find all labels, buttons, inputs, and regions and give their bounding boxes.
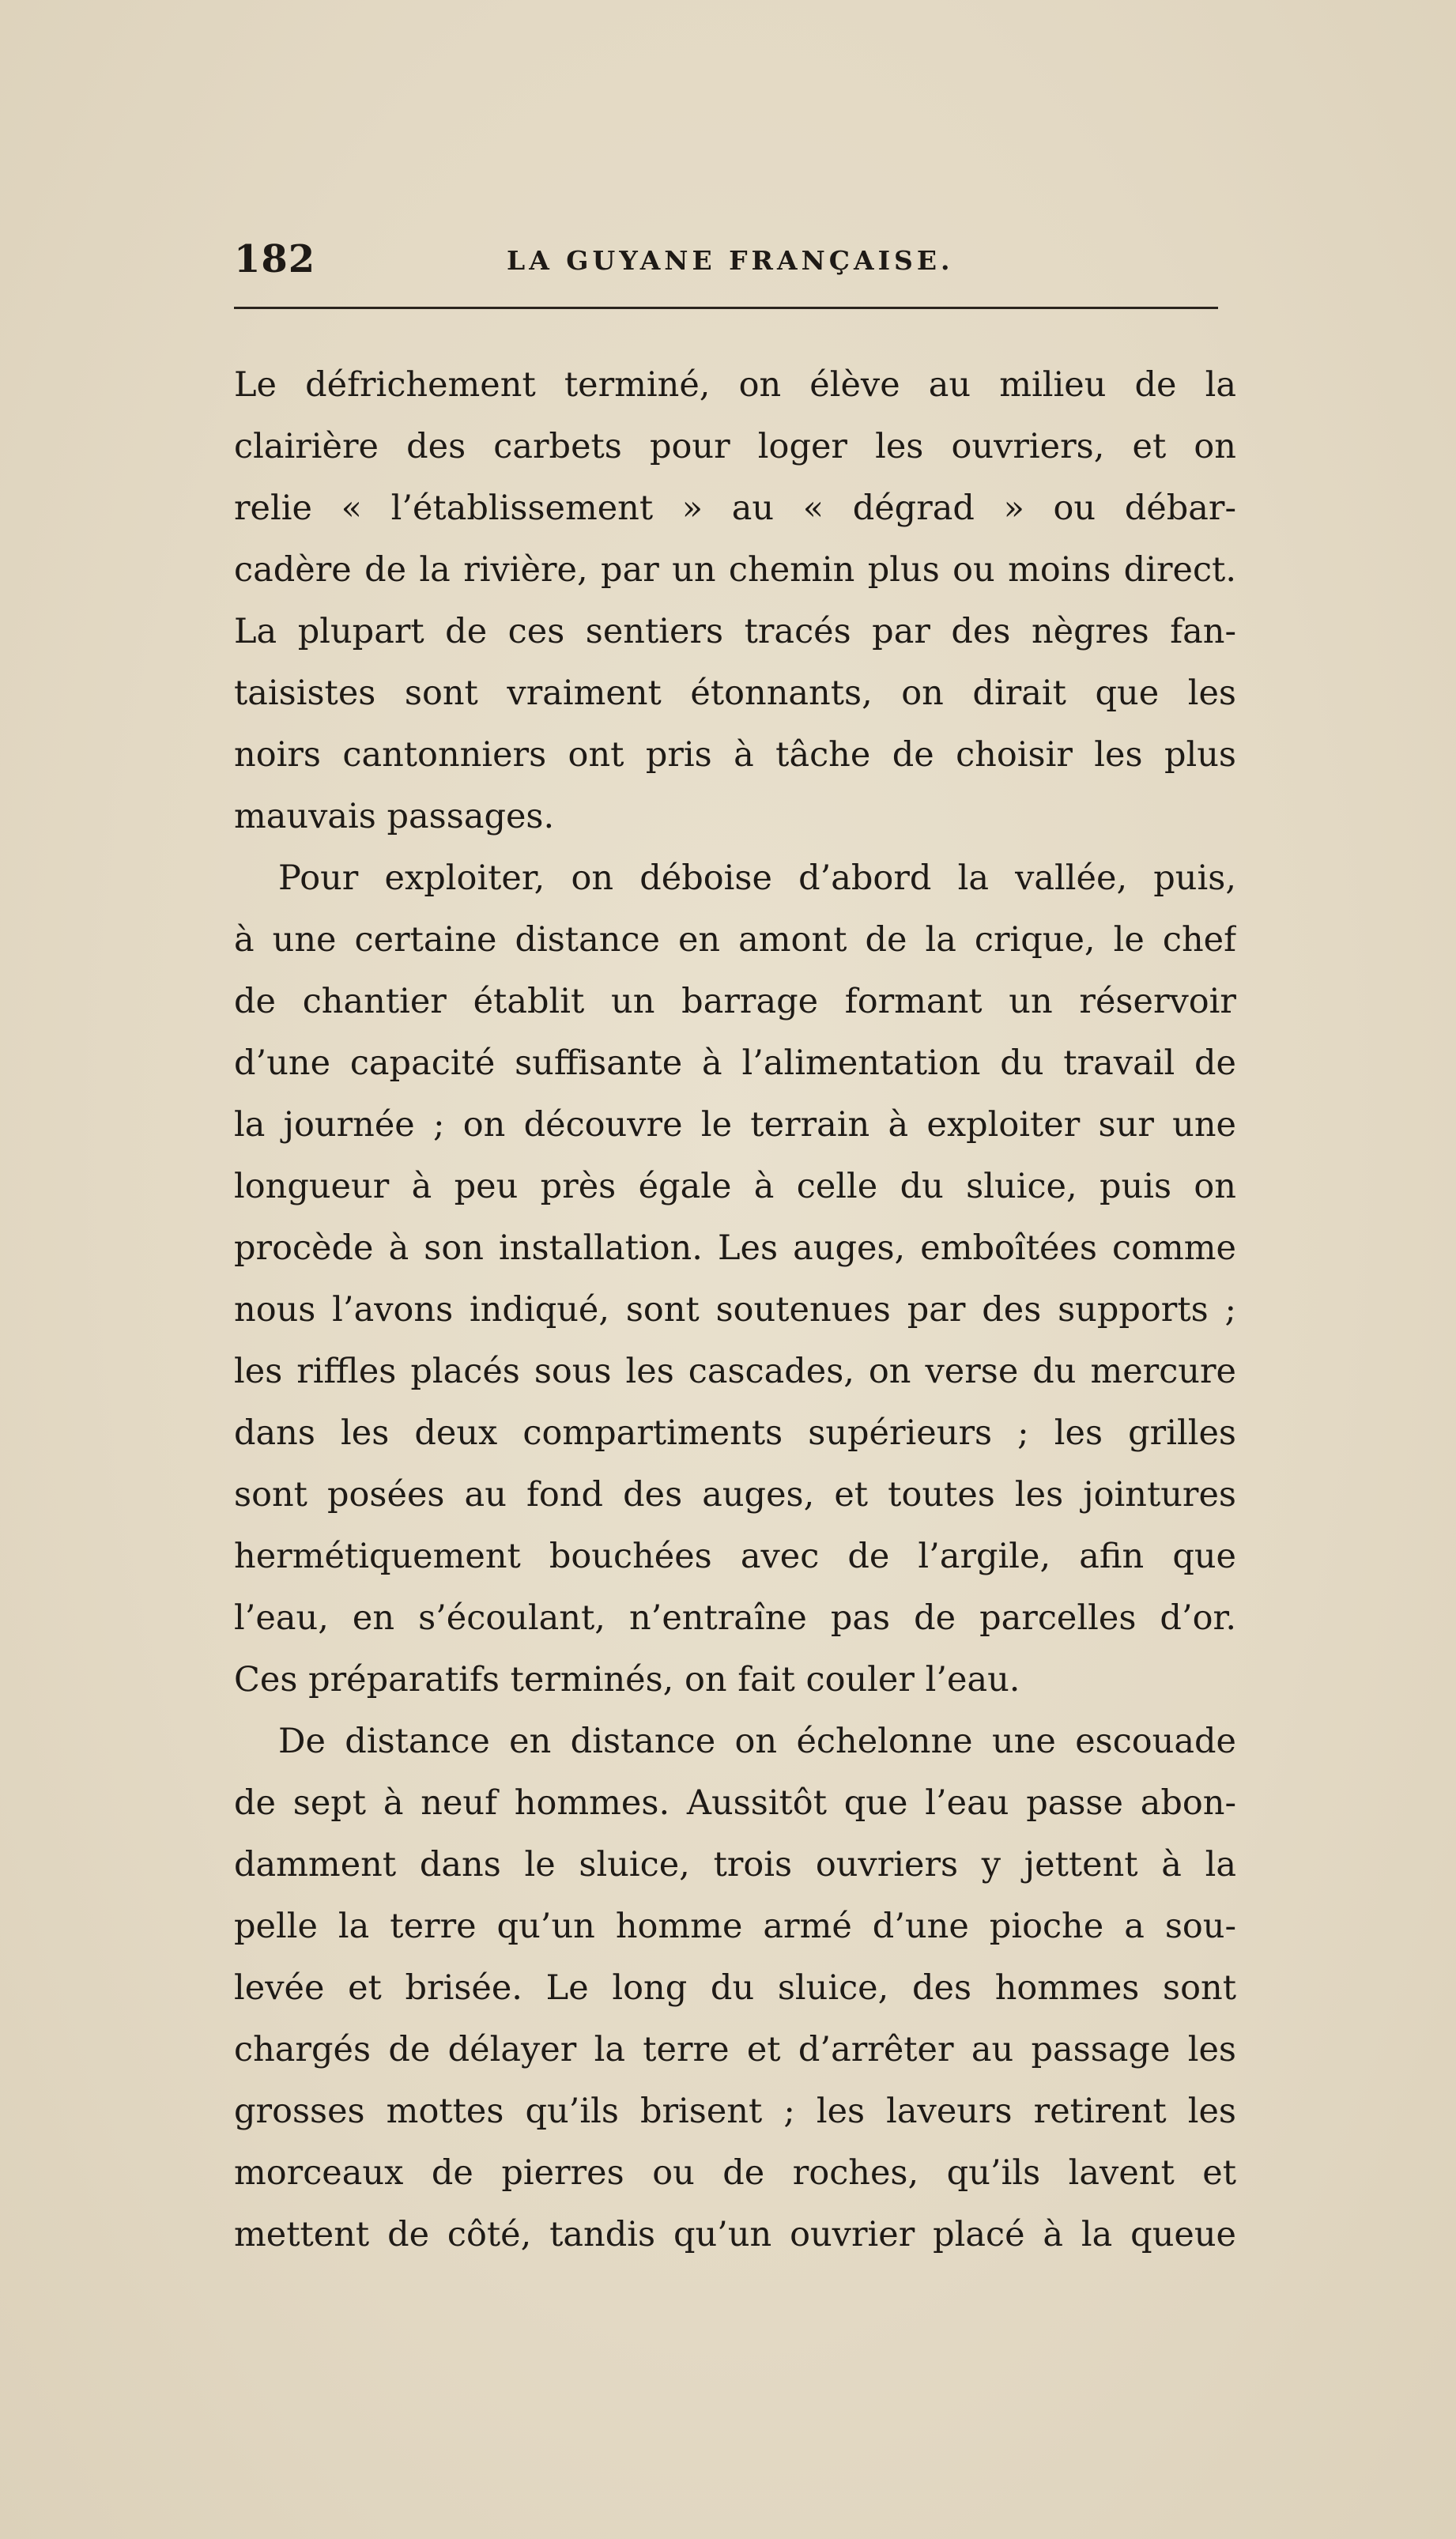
text-line: sont posées au fond des auges, et toutes les jointures: [234, 1475, 1236, 1515]
text-line: nous l’avons indiqué, sont soutenues par des supports ;: [234, 1290, 1236, 1330]
text-line: relie « l’établissement » au « dégrad » ou débar-: [234, 489, 1236, 528]
text-line: l’eau, en s’écoulant, n’entraîne pas de parcelles d’or.: [234, 1598, 1236, 1638]
text-line: Ces préparatifs terminés, on fait couler l’eau.: [234, 1660, 1020, 1700]
body-text: [234, 354, 1236, 2265]
text-line: clairière des carbets pour loger les ouvriers, et on: [234, 427, 1236, 466]
page-number: 182: [234, 237, 316, 281]
text-line: pelle la terre qu’un homme armé d’une pioche a sou-: [234, 1907, 1236, 1946]
text-line: longueur à peu près égale à celle du sluice, puis on: [234, 1167, 1236, 1206]
text-line: à une certaine distance en amont de la crique, le chef: [234, 920, 1236, 960]
text-line: procède à son installation. Les auges, emboîtées comme: [234, 1228, 1236, 1268]
running-title: LA GUYANE FRANÇAISE.: [507, 245, 954, 276]
header-rule: [234, 307, 1218, 309]
text-line: chargés de délayer la terre et d’arrêter au passage les: [234, 2030, 1236, 2069]
text-line: de chantier établit un barrage formant un réservoir: [234, 982, 1236, 1021]
text-line: grosses mottes qu’ils brisent ; les laveurs retirent les: [234, 2092, 1236, 2131]
text-line: noirs cantonniers ont pris à tâche de choisir les plus: [234, 735, 1236, 775]
text-line: damment dans le sluice, trois ouvriers y jettent à la: [234, 1845, 1236, 1884]
text-line: morceaux de pierres ou de roches, qu’ils lavent et: [234, 2153, 1236, 2193]
text-line: mettent de côté, tandis qu’un ouvrier placé à la queue: [234, 2215, 1236, 2254]
text-line: cadère de la rivière, par un chemin plus ou moins direct.: [234, 550, 1236, 590]
text-line: De distance en distance on échelonne une escouade: [278, 1722, 1236, 1761]
text-line: les riffles placés sous les cascades, on verse du mercure: [234, 1352, 1236, 1391]
text-line: hermétiquement bouchées avec de l’argile, afin que: [234, 1537, 1236, 1576]
text-line: la journée ; on découvre le terrain à exploiter sur une: [234, 1105, 1236, 1145]
page-header: [234, 237, 1218, 285]
text-line: taisistes sont vraiment étonnants, on dirait que les: [234, 673, 1236, 713]
text-line: La plupart de ces sentiers tracés par des nègres fan-: [234, 612, 1236, 651]
text-line: mauvais passages.: [234, 797, 555, 836]
text-line: levée et brisée. Le long du sluice, des hommes sont: [234, 1968, 1236, 2008]
text-line: Pour exploiter, on déboise d’abord la vallée, puis,: [278, 858, 1236, 898]
text-line: de sept à neuf hommes. Aussitôt que l’eau passe abon-: [234, 1783, 1236, 1823]
text-line: Le défrichement terminé, on élève au milieu de la: [234, 365, 1236, 405]
text-line: d’une capacité suffisante à l’alimentation du travail de: [234, 1043, 1236, 1083]
text-line: dans les deux compartiments supérieurs ; les grilles: [234, 1413, 1236, 1453]
